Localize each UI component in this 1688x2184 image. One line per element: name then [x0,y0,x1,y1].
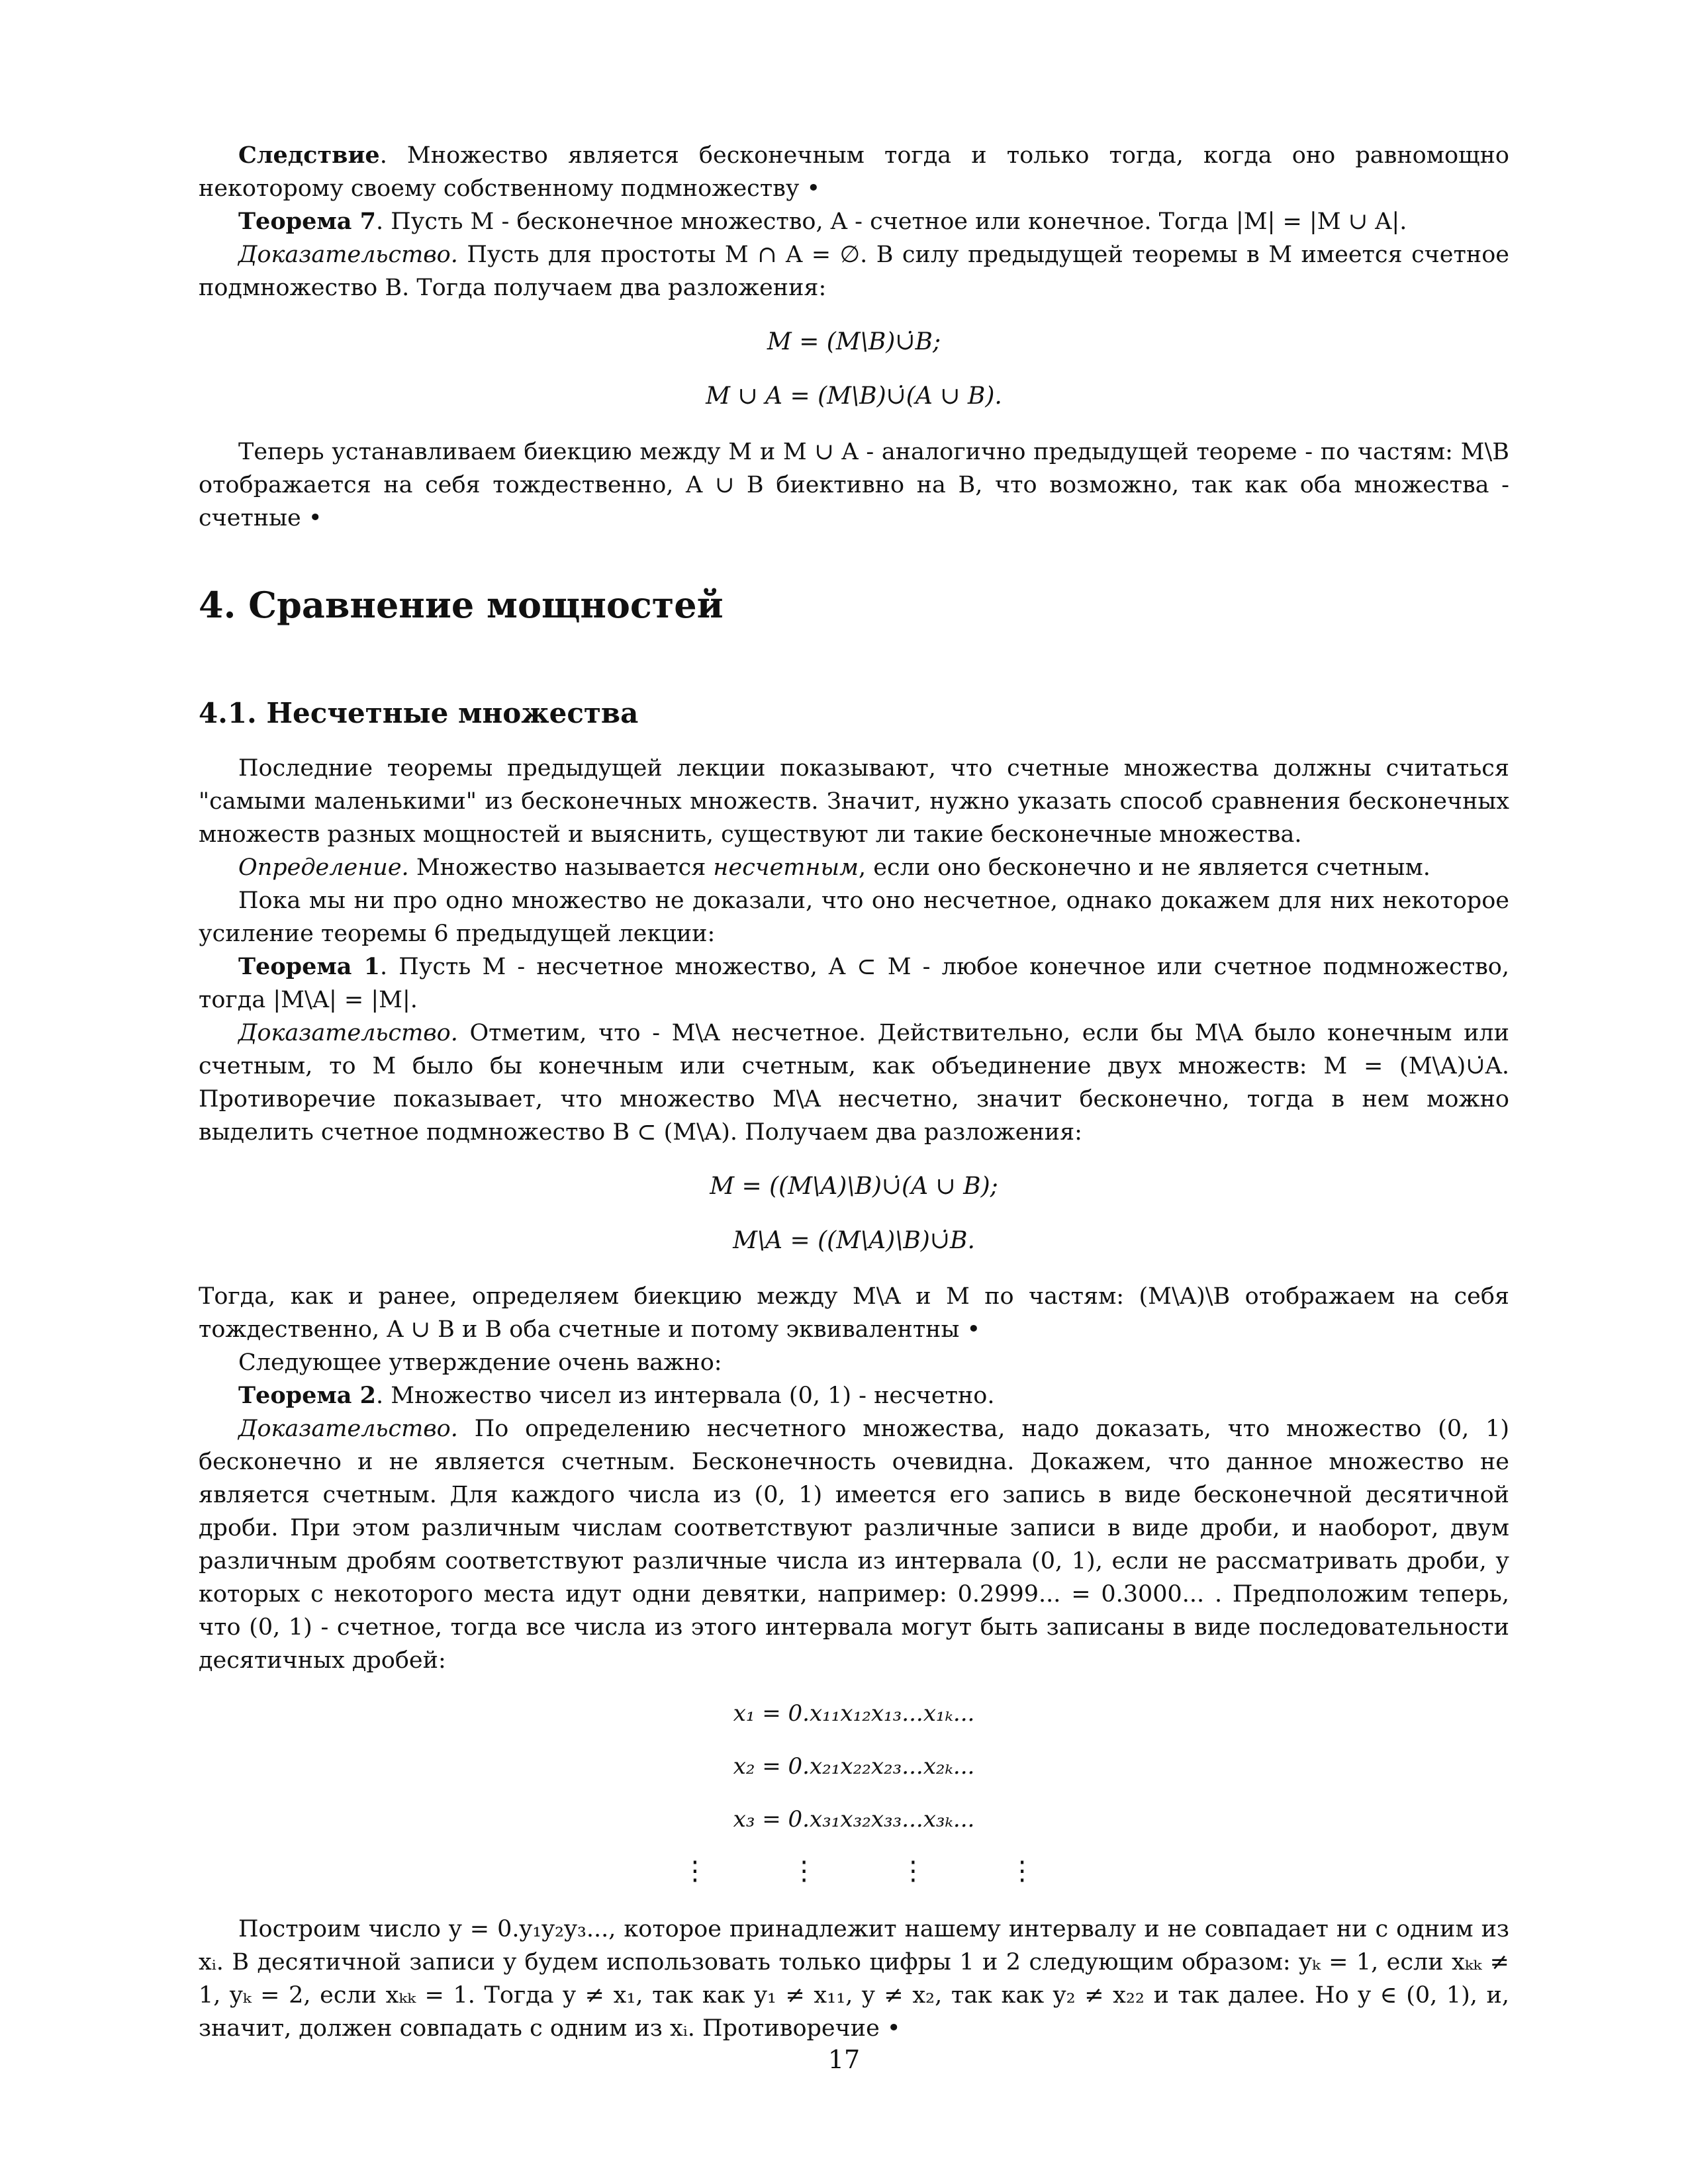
definition-text-b: , если оно бесконечно и не является счетным. [859,854,1430,881]
sequence-line: x₃ = 0.x₃₁x₃₂x₃₃...x₃ₖ... [733,1806,975,1833]
vertical-dots: ⋮ ⋮ ⋮ ⋮ [681,1856,1073,1886]
sequence-line: x₂ = 0.x₂₁x₂₂x₂₃...x₂ₖ... [733,1753,975,1780]
proof-2-text: По определению несчетного множества, надо доказать, что множество (0, 1) бесконечно и не является счетным. Бесконечность очевидна. Докажем, что данное множество не является счетным. Для каждого числа из (0, 1) имеется его запись в виде бесконечной десятичной дроби. При этом различным числам соответствуют различные записи в виде дроби, и наоборот, двум различным дробям соответствуют различные числа из интервала (0, 1), если не рассматривать дроби, у которых с некоторого места идут одни девятки, например: 0.2999... = 0.3000... . Предположим теперь, что (0, 1) - счетное, тогда все числа из этого интервала могут быть записаны в виде последовательности десятичных дробей: [199,1416,1509,1674]
bijection-paragraph: Теперь устанавливаем биекцию между M и M ∪ A - аналогично предыдущей теореме - по частям: M\B отображается на себя тождественно, A ∪ B биективно на B, что возможно, так как оба множества - счетные • [199,439,1509,531]
theorem-1-paragraph [199,950,1509,1017]
sequence-line: x₁ = 0.x₁₁x₁₂x₁₃...x₁ₖ... [733,1700,975,1727]
definition-paragraph [199,851,1509,884]
intro-paragraph: Последние теоремы предыдущей лекции показывают, что счетные множества должны считаться "самыми маленькими" из бесконечных множеств. Значит, нужно указать способ сравнения бесконечных множеств разных мощностей и выяснить, существуют ли такие бесконечные множества. [199,755,1509,848]
proof-1-label: Доказательство. [238,1020,458,1046]
theorem-2-text: . Множество чисел из интервала (0, 1) - несчетно. [376,1383,995,1409]
theorem-1-label: Теорема 1 [238,953,380,980]
decimal-sequence [199,1697,1509,1836]
proof-1-paragraph [199,1017,1509,1149]
proof-2-paragraph [199,1412,1509,1677]
definition-term: несчетным [713,854,859,881]
definition-text-a: Множество называется [408,854,714,881]
conclusion-1-paragraph: Тогда, как и ранее, определяем биекцию между M\A и M по частям: (M\A)\B отображаем на себя тождественно, A ∪ B и B оба счетные и потому эквивалентны • [199,1283,1509,1343]
section-heading: 4. Сравнение мощностей [199,584,724,626]
proof-7-paragraph [199,238,1509,304]
proof-7-label: Доказательство. [238,242,458,268]
subsection-heading: 4.1. Несчетные множества [199,697,639,729]
theorem-1-text: . Пусть M - несчетное множество, A ⊂ M - любое конечное или счетное подмножество, тогда |M\A| = |M|. [199,954,1509,1013]
equation-1: M = (M\B)∪̇B; [767,328,941,355]
theorem-7-label: Теорема 7 [238,208,377,235]
diagonal-argument-paragraph: Построим число y = 0.y₁y₂y₃..., которое принадлежит нашему интервалу и не совпадает ни с одним из xᵢ. В десятичной записи y будем использовать только цифры 1 и 2 следующим образом: yₖ = 1, если xₖₖ ≠ 1, yₖ = 2, если xₖₖ = 1. Тогда y ≠ x₁, так как y₁ ≠ x₁₁, y ≠ x₂, так как y₂ ≠ x₂₂ и так далее. Но y ∈ (0, 1), и, значит, должен совпадать с одним из xᵢ. Противоречие • [199,1916,1509,2042]
theorem-7-paragraph [199,205,1509,238]
corollary-paragraph [199,139,1509,205]
definition-label: Определение. [238,854,409,881]
equation-2: M ∪ A = (M\B)∪̇(A ∪ B). [706,383,1002,410]
page-content [199,139,1509,2045]
equation-3: M = ((M\A)\B)∪̇(A ∪ B); [710,1173,998,1200]
theorem-2-paragraph [199,1379,1509,1412]
theorem-7-text: . Пусть M - бесконечное множество, A - счетное или конечное. Тогда |M| = |M ∪ A|. [376,208,1407,235]
remark-paragraph: Пока мы ни про одно множество не доказали, что оно несчетное, однако докажем для них некоторое усиление теоремы 6 предыдущей лекции: [199,887,1509,947]
proof-1-text: Отметим, что - M\A несчетное. Действительно, если бы M\A было конечным или счетным, то M было бы конечным или счетным, как объединение двух множеств: M = (M\A)∪̇A. Противоречие показывает, что множество M\A несчетно, значит бесконечно, тогда в нем можно выделить счетное подмножество B ⊂ (M\A). Получаем два разложения: [199,1020,1509,1146]
page-number: 17 [827,2045,861,2074]
theorem-2-label: Теорема 2 [238,1382,377,1409]
corollary-text: . Множество является бесконечным тогда и только тогда, когда оно равномощно некоторому своему собственному подмножеству • [199,142,1509,202]
proof-2-label: Доказательство. [238,1416,458,1442]
proof-7-text: Пусть для простоты M ∩ A = ∅. В силу предыдущей теоремы в M имеется счетное подмножество B. Тогда получаем два разложения: [199,242,1509,301]
corollary-label: Следствие [238,142,380,169]
lead-in-paragraph: Следующее утверждение очень важно: [238,1349,722,1376]
equation-4: M\A = ((M\A)\B)∪̇B. [733,1227,975,1254]
